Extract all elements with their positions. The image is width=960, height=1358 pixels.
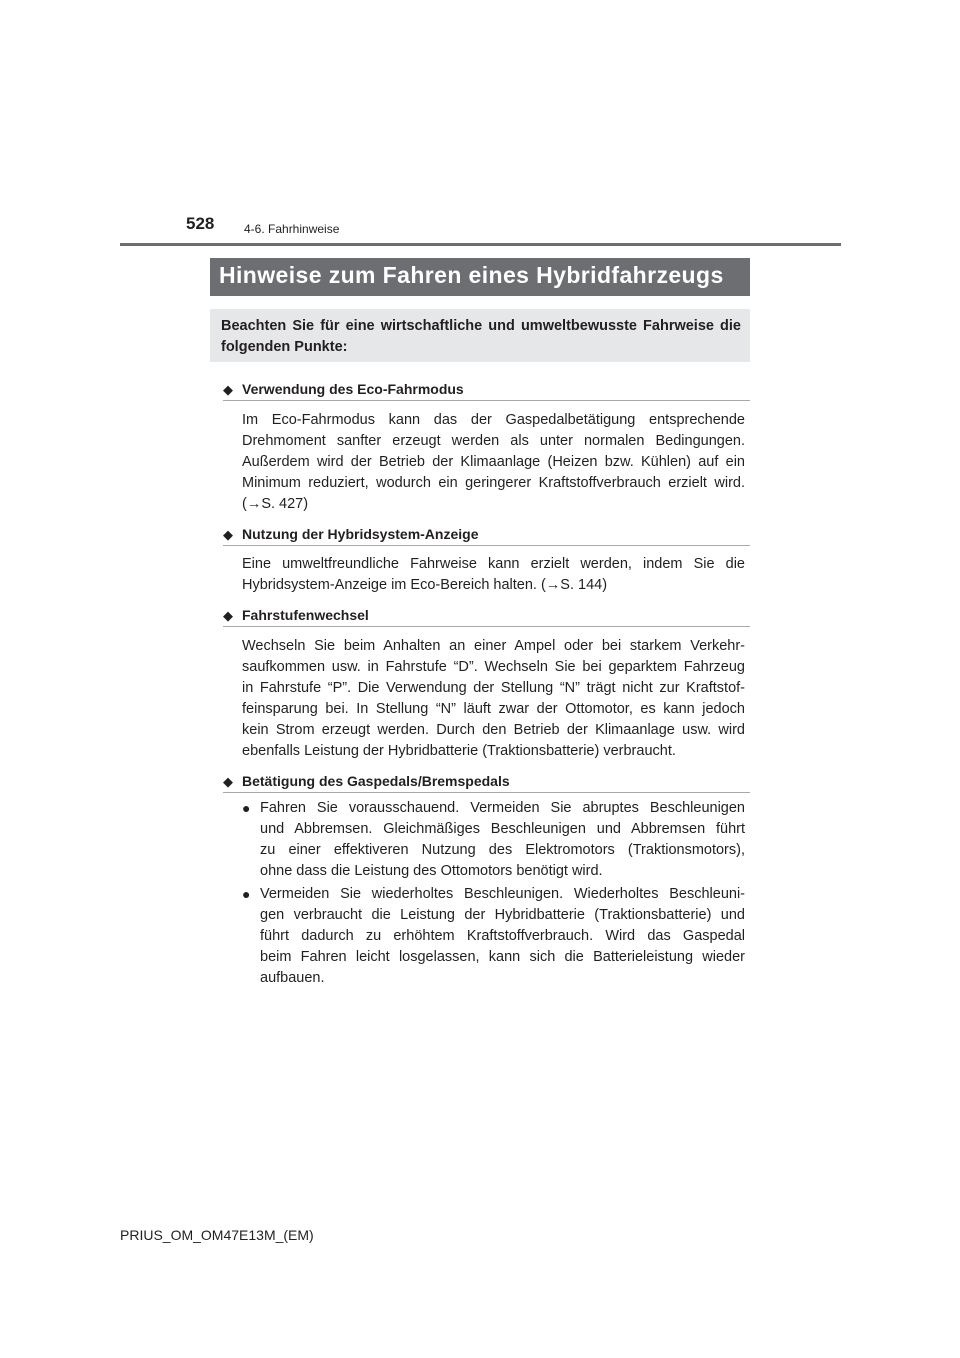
text-line: Drehmoment sanfter erzeugt werden als unter normalen Bedingungen.: [242, 433, 745, 449]
text-line: Minimum reduziert, wodurch ein geringerer Kraftstoffverbrauch erzielt wird.: [242, 475, 745, 491]
title-banner: [210, 258, 750, 296]
text-line: Vermeiden Sie wiederholtes Beschleunigen. Wiederholtes Beschleuni-: [260, 886, 745, 902]
header-rule: [120, 243, 841, 246]
text-line: und Abbremsen. Gleichmäßiges Beschleunigen und Abbremsen führt: [260, 821, 745, 837]
text-line: ebenfalls Leistung der Hybridbatterie (Traktionsbatterie) verbraucht.: [242, 743, 676, 759]
subhead-eco-mode: [223, 380, 750, 401]
intro-text: Beachten Sie für eine wirtschaftliche und umweltbewusste Fahrweise die folgenden Punkte:: [221, 318, 741, 355]
text-line: Fahren Sie vorausschauend. Vermeiden Sie abruptes Beschleunigen: [260, 800, 745, 816]
bullet-text-repeated-acceleration: [260, 884, 745, 989]
text-line: Außerdem wird der Betrieb der Klimaanlage (Heizen bzw. Kühlen) auf ein: [242, 454, 745, 470]
subhead-label: Verwendung des Eco-Fahrmodus: [242, 381, 464, 397]
text-line: zu einer effektiveren Nutzung des Elektromotors (Traktionsmotors),: [260, 842, 745, 858]
intro-box: [210, 309, 750, 362]
text-line: feinsparung bei. In Stellung “N” läuft zwar der Ottomotor, es kann jedoch: [242, 701, 745, 717]
diamond-icon: ◆: [223, 608, 233, 623]
text-line: führt dadurch zu erhöhtem Kraftstoffverbrauch. Wird das Gaspedal: [260, 928, 745, 944]
text-line: Hybridsystem-Anzeige im Eco-Bereich halten. (→S. 144): [242, 577, 608, 593]
subhead-label: Fahrstufenwechsel: [242, 607, 369, 623]
paragraph-eco-mode: [242, 410, 745, 515]
subhead-hybrid-indicator: [223, 525, 750, 546]
text-line: aufbauen.: [260, 970, 325, 986]
text-line: Wechseln Sie beim Anhalten an einer Ampel oder bei starkem Verkehr-: [242, 638, 745, 654]
page-number: 528: [186, 214, 215, 233]
page-reference-link[interactable]: (→S. 427): [242, 496, 309, 512]
diamond-icon: ◆: [223, 382, 233, 397]
text-line: kein Strom erzeugt werden. Durch den Betrieb der Klimaanlage usw. wird: [242, 722, 745, 738]
paragraph-hybrid-indicator: [242, 554, 745, 596]
text-line: Eine umweltfreundliche Fahrweise kann erzielt werden, indem Sie die: [242, 556, 745, 572]
section-label: 4-6. Fahrhinweise: [244, 222, 340, 236]
subhead-label: Nutzung der Hybridsystem-Anzeige: [242, 526, 479, 542]
footer-doc-code: PRIUS_OM_OM47E13M_(EM): [120, 1227, 314, 1243]
page-title: Hinweise zum Fahren eines Hybridfahrzeugs: [219, 262, 724, 288]
diamond-icon: ◆: [223, 774, 233, 789]
text-line: ohne dass die Leistung des Ottomotors benötigt wird.: [260, 863, 603, 879]
text-line: gen verbraucht die Leistung der Hybridbatterie (Traktionsbatterie) und: [260, 907, 745, 923]
paragraph-shift-position: [242, 636, 745, 762]
bullet-icon: ●: [242, 800, 251, 816]
text-line: beim Fahren leicht losgelassen, kann sich die Batterieleistung wieder: [260, 949, 745, 965]
text-line: in Fahrstufe “P”. Die Verwendung der Stellung “N” trägt nicht zur Kraftstof-: [242, 680, 745, 696]
diamond-icon: ◆: [223, 527, 233, 542]
subhead-shift-position: [223, 606, 750, 627]
text-line: Im Eco-Fahrmodus kann das der Gaspedalbetätigung entsprechende: [242, 412, 745, 428]
subhead-pedal-operation: [223, 772, 750, 793]
subhead-label: Betätigung des Gaspedals/Bremspedals: [242, 773, 510, 789]
bullet-text-anticipate: [260, 798, 745, 882]
text-line: saufkommen usw. in Fahrstufe “D”. Wechseln Sie bei geparktem Fahrzeug: [242, 659, 745, 675]
bullet-icon: ●: [242, 886, 251, 902]
